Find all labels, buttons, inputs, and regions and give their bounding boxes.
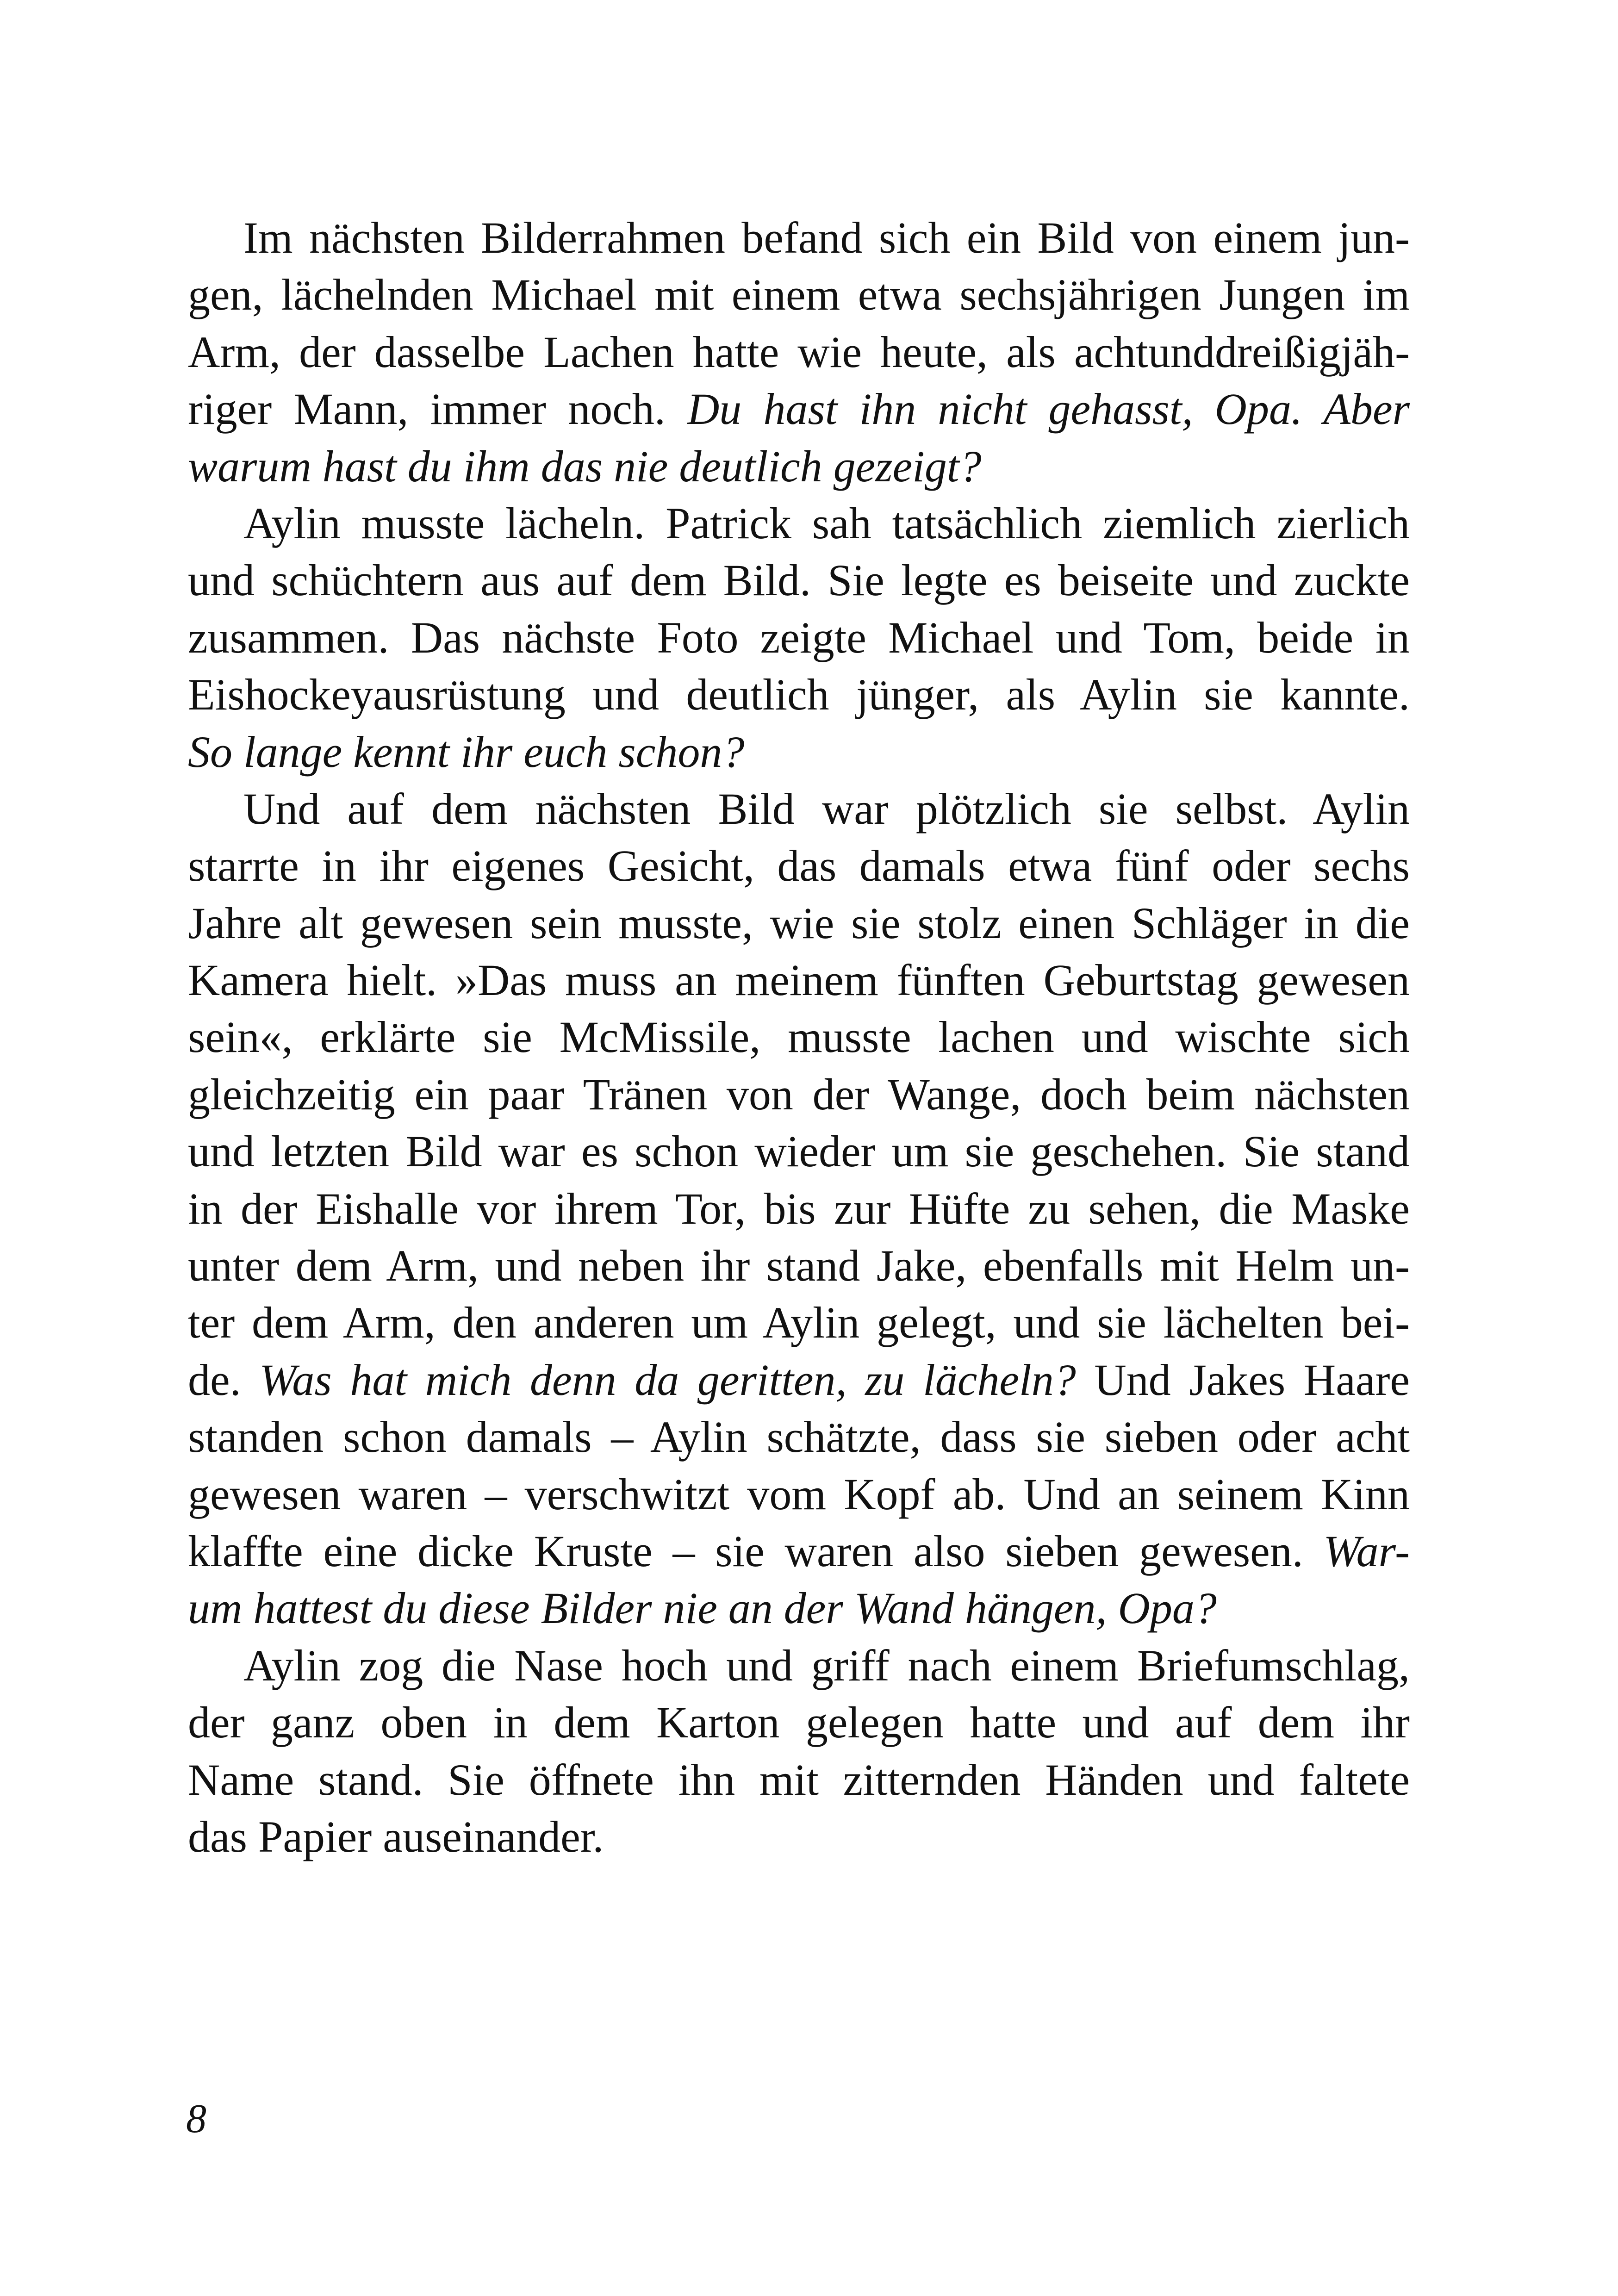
text-segment: der ganz oben in dem Karton gelegen hatte und auf dem ihr (188, 1698, 1410, 1748)
text-line (188, 1580, 1410, 1636)
text-segment: und schüchtern aus auf dem Bild. Sie legte es beiseite und zuckte (188, 555, 1410, 605)
text-segment: gleichzeitig ein paar Tränen von der Wange, doch beim nächsten (188, 1069, 1410, 1119)
text-line (188, 1351, 1410, 1408)
page-number: 8 (186, 2097, 206, 2141)
body-text (188, 209, 1410, 1865)
text-segment: zusammen. Das nächste Foto zeigte Michael und Tom, beide in (188, 612, 1410, 662)
text-segment: Und Jakes Haare (1076, 1355, 1410, 1405)
text-line (188, 1637, 1410, 1694)
text-line (188, 1008, 1410, 1065)
text-segment: gen, lächelnden Michael mit einem etwa sechsjährigen Jungen im (188, 270, 1410, 320)
text-line (188, 952, 1410, 1008)
text-segment: de. (188, 1355, 260, 1405)
text-line (188, 837, 1410, 894)
text-line (188, 1466, 1410, 1523)
italic-text: Was hat mich denn da geritten, zu lächeln? (259, 1355, 1076, 1405)
text-segment: ter dem Arm, den anderen um Aylin gelegt, und sie lächelten bei- (188, 1298, 1410, 1348)
text-line (188, 1180, 1410, 1237)
text-line (188, 495, 1410, 552)
text-segment: Aylin zog die Nase hoch und griff nach einem Briefumschlag, (243, 1640, 1410, 1690)
paragraph (188, 780, 1410, 1637)
text-line (188, 380, 1410, 437)
text-segment: Kamera hielt. »Das muss an meinem fünften Geburtstag gewesen (188, 955, 1410, 1005)
text-segment: und letzten Bild war es schon wieder um sie geschehen. Sie stand (188, 1126, 1410, 1176)
text-segment: starrte in ihr eigenes Gesicht, das damals etwa fünf oder sechs (188, 841, 1410, 891)
text-line (188, 666, 1410, 723)
paragraph (188, 495, 1410, 780)
italic-text: So lange kennt ihr euch schon? (188, 727, 745, 777)
text-segment: Im nächsten Bilderrahmen befand sich ein Bild von einem jun- (243, 213, 1410, 262)
text-segment: Aylin musste lächeln. Patrick sah tatsächlich ziemlich zierlich (243, 498, 1410, 548)
text-line (188, 1808, 1410, 1865)
text-segment: sein«, erklärte sie McMissile, musste lachen und wischte sich (188, 1012, 1410, 1062)
text-segment: Arm, der dasselbe Lachen hatte wie heute, als achtunddreißigjäh- (188, 327, 1410, 377)
text-line (188, 895, 1410, 952)
text-line (188, 609, 1410, 666)
text-line (188, 438, 1410, 495)
text-line (188, 1123, 1410, 1180)
text-segment: riger Mann, immer noch. (188, 384, 687, 434)
text-line (188, 723, 1410, 780)
text-segment: gewesen waren – verschwitzt vom Kopf ab. Und an seinem Kinn (188, 1469, 1410, 1519)
text-segment: Und auf dem nächsten Bild war plötzlich sie selbst. Aylin (243, 784, 1410, 834)
text-line (188, 1066, 1410, 1123)
italic-text: War- (1323, 1526, 1410, 1576)
text-line (188, 209, 1410, 266)
text-line (188, 324, 1410, 380)
text-segment: Eishockeyausrüstung und deutlich jünger, als Aylin sie kannte. (188, 670, 1410, 720)
text-segment: in der Eishalle vor ihrem Tor, bis zur Hüfte zu sehen, die Maske (188, 1183, 1410, 1233)
italic-text: um hattest du diese Bilder nie an der Wand hängen, Opa? (188, 1583, 1217, 1633)
text-line (188, 1408, 1410, 1465)
italic-text: warum hast du ihm das nie deutlich gezeigt? (188, 441, 982, 491)
text-segment: Jahre alt gewesen sein musste, wie sie stolz einen Schläger in die (188, 898, 1410, 948)
paragraph (188, 1637, 1410, 1866)
text-line (188, 1751, 1410, 1808)
text-line (188, 266, 1410, 323)
text-line (188, 1694, 1410, 1751)
text-line (188, 1523, 1410, 1580)
text-segment: standen schon damals – Aylin schätzte, dass sie sieben oder acht (188, 1412, 1410, 1462)
text-line (188, 1237, 1410, 1294)
text-line (188, 780, 1410, 837)
text-segment: das Papier auseinander. (188, 1811, 604, 1861)
paragraph (188, 209, 1410, 495)
text-segment: unter dem Arm, und neben ihr stand Jake, ebenfalls mit Helm un- (188, 1241, 1410, 1291)
italic-text: Du hast ihn nicht gehasst, Opa. Aber (687, 384, 1410, 434)
text-segment: Name stand. Sie öffnete ihn mit zitternden Händen und faltete (188, 1755, 1410, 1804)
text-line (188, 1294, 1410, 1351)
text-segment: klaffte eine dicke Kruste – sie waren also sieben gewesen. (188, 1526, 1324, 1576)
text-line (188, 552, 1410, 609)
